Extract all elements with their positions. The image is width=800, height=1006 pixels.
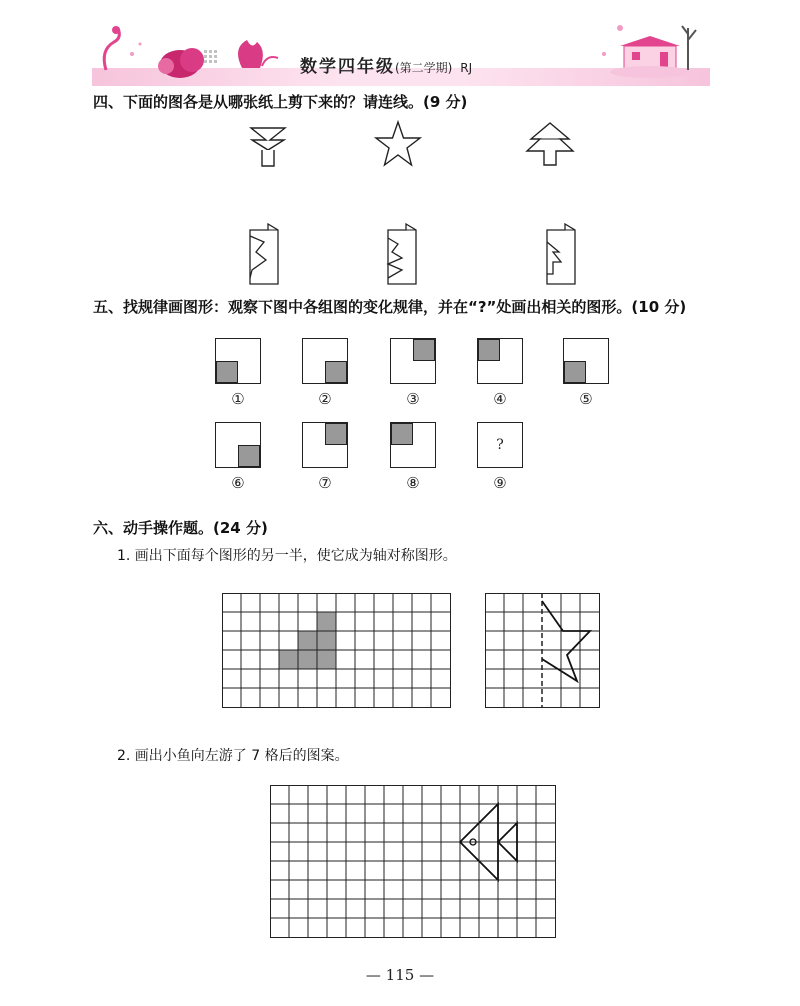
pattern-label-6: ⑥ [231,474,245,492]
pattern-label-9: ⑨ [493,474,507,492]
pattern-label-7: ⑦ [318,474,332,492]
bowtie-arrow-shape [248,126,288,168]
pattern-box-3 [390,338,436,384]
page-number: — 115 — [365,966,435,984]
pattern-label-1: ① [231,390,245,408]
pattern-label-3: ③ [406,390,420,408]
star-shape [374,120,422,168]
header-right-house-icon [590,14,710,80]
pattern-box-7 [302,422,348,468]
pattern-label-2: ② [318,390,332,408]
header-title: 数学四年级(第二学期) RJ [300,57,473,77]
pattern-box-1 [215,338,261,384]
section5-title: 五、找规律画图形：观察下图中各组图的变化规律，并在“?”处画出相关的图形。(10 分) [93,298,687,316]
pattern-box-5 [563,338,609,384]
header-left-decoration-icon [92,20,292,80]
pattern-label-4: ④ [493,390,507,408]
symmetry-grid-2[interactable] [485,593,603,709]
folded-paper-half-star [246,222,282,286]
section4-title: 四、下面的图各是从哪张纸上剪下来的？请连线。(9 分) [93,93,468,111]
pattern-label-8: ⑧ [406,474,420,492]
tree-shape [525,121,575,167]
folded-paper-zigzag [384,222,420,286]
section6-title: 六、动手操作题。(24 分) [93,519,268,537]
pattern-box-6 [215,422,261,468]
pattern-box-8 [390,422,436,468]
question-1: 1. 画出下面每个图形的另一半，使它成为轴对称图形。 [117,548,457,564]
symmetry-grid-1[interactable] [222,593,452,709]
question-mark: ? [496,437,504,453]
pattern-box-2 [302,338,348,384]
folded-paper-stepped [543,222,579,286]
pattern-box-9-answer[interactable] [477,422,523,468]
pattern-label-5: ⑤ [579,390,593,408]
question-2: 2. 画出小鱼向左游了 7 格后的图案。 [117,748,349,764]
pattern-box-4 [477,338,523,384]
fish-grid[interactable] [270,785,558,939]
